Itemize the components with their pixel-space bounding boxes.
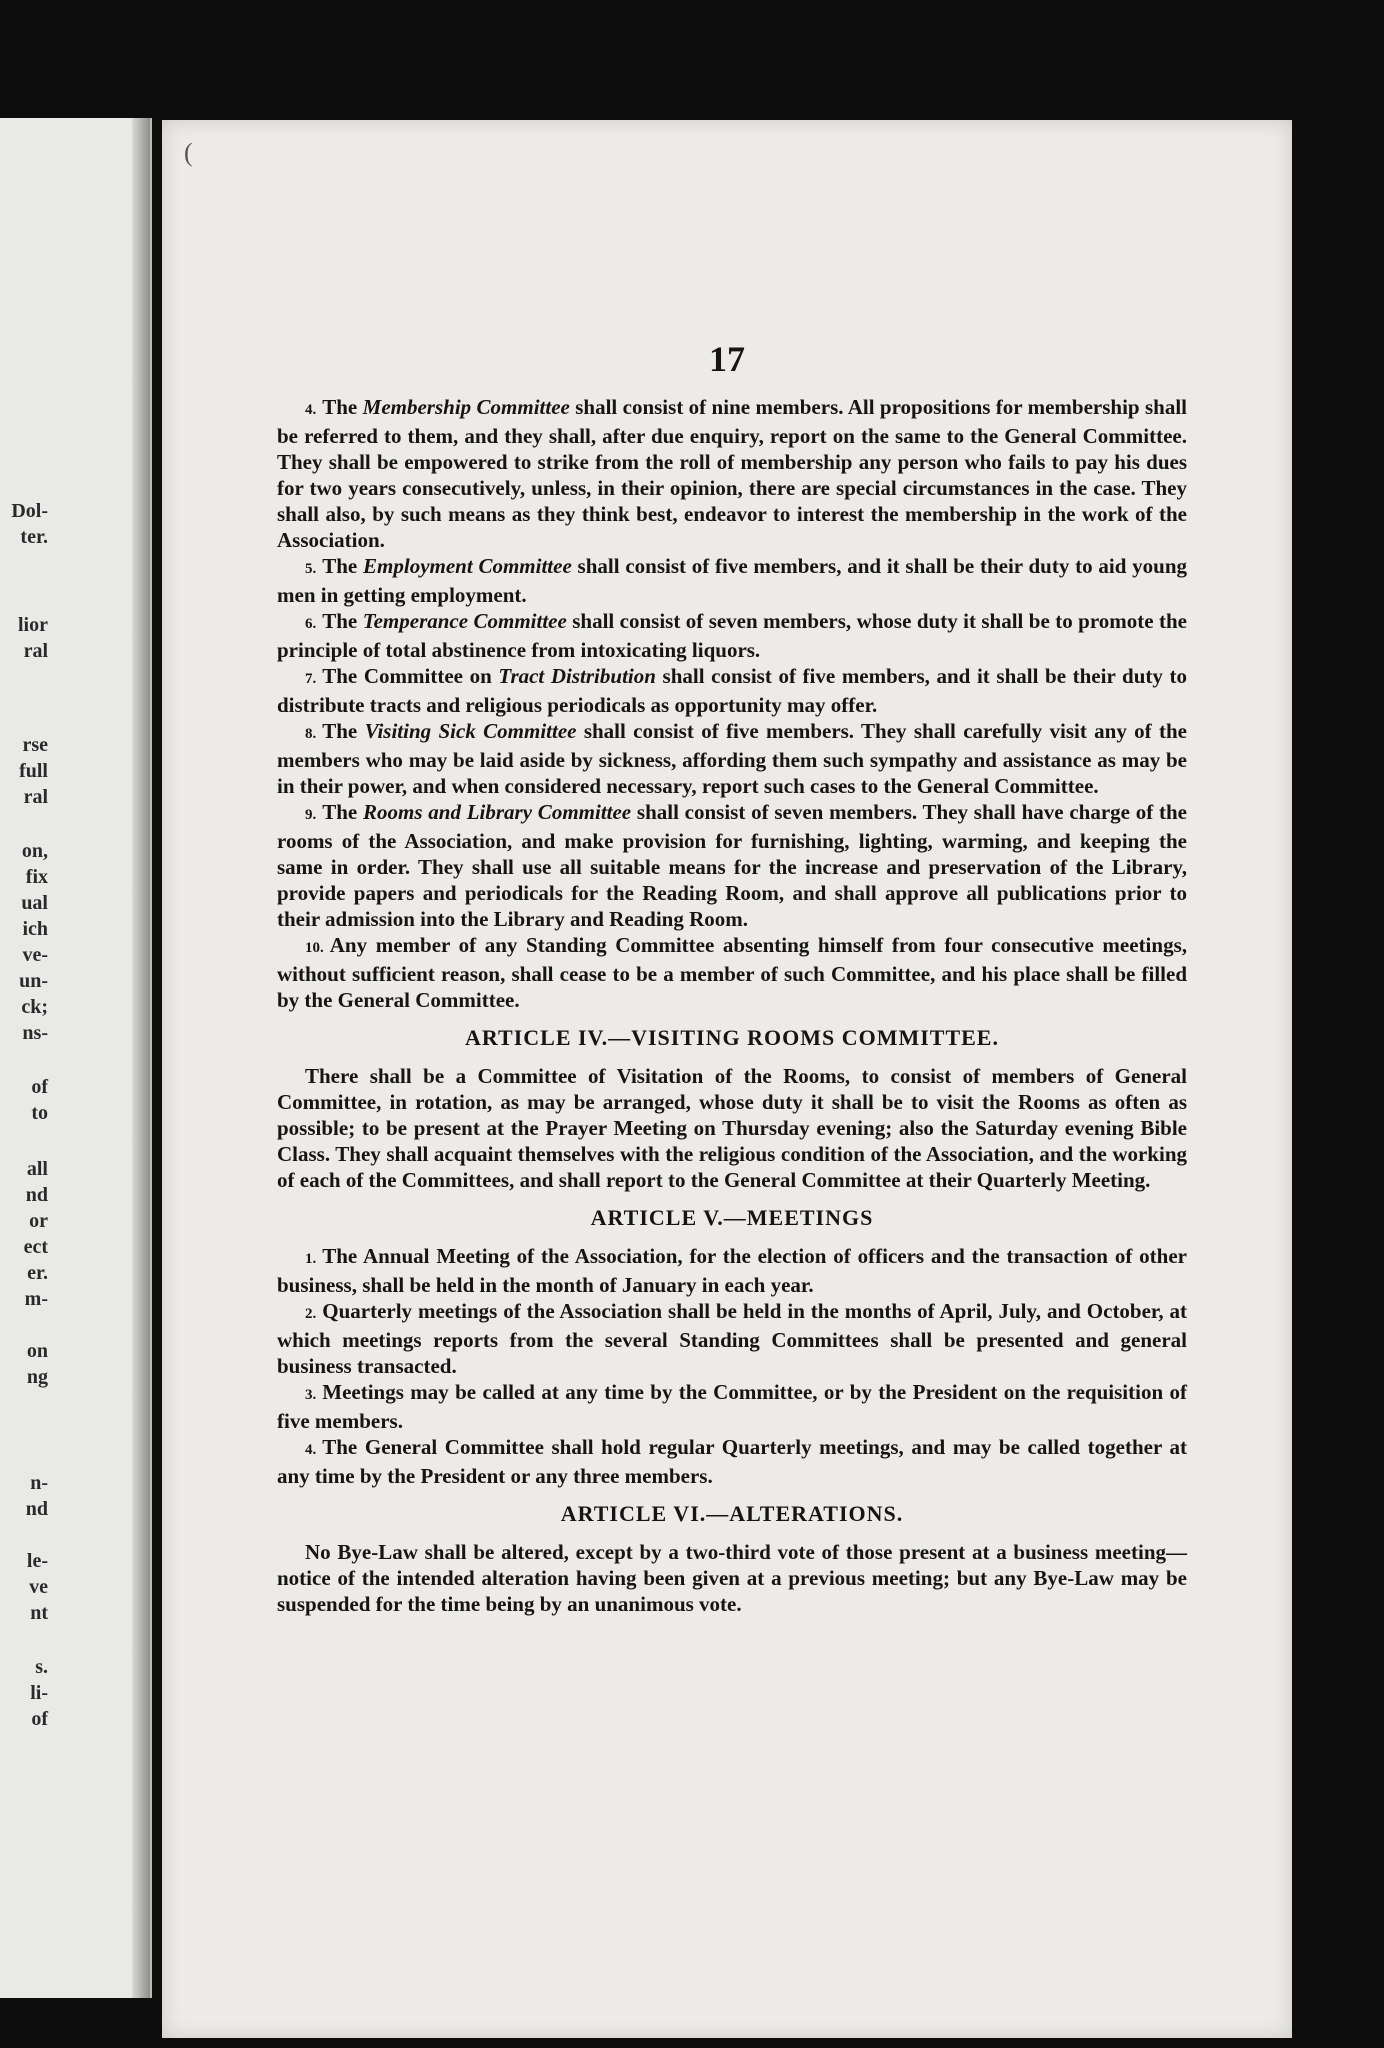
paragraph-number: 8.	[305, 726, 317, 742]
left-page-fragment-line: ral	[23, 640, 48, 662]
left-page-fragment-line: lior	[18, 614, 48, 636]
left-page-fragment-line: li-	[30, 1682, 48, 1704]
page-number: 17	[709, 339, 745, 379]
left-page-fragment-line: Dol-	[11, 500, 48, 522]
rule-text: Meetings may be called at any time by the Committee, or by the President on the requisition of five members.	[277, 1380, 1187, 1433]
left-page-fragment-line: nd	[25, 1184, 48, 1206]
paragraph-text: shall consist of seven members. They shall have charge of the rooms of the Association, and make provision for furnishing, lighting, warming, and keeping the same in order. They shall use all suitable means for the increase and preservation of the Library, provide papers and periodicals for the Reading Room, and shall approve all publications prior to their admission into the Library and Reading Room.	[277, 800, 1187, 931]
committee-paragraph	[277, 608, 1187, 663]
left-page-fragment-line: ich	[22, 918, 48, 940]
committee-name: Rooms and Library Committee	[363, 800, 632, 824]
committee-paragraph	[277, 718, 1187, 799]
paragraph-lead: The	[322, 554, 364, 578]
paragraph-lead: The	[322, 719, 365, 743]
meeting-rule	[277, 1379, 1187, 1434]
article-iv-text: There shall be a Committee of Visitation of the Rooms, to consist of members of General Committee, in rotation, as may be arranged, whose duty it shall be to visit the Rooms as often as possible; to be present at the Prayer Meeting on Thursday evening; also the Saturday evening Bible Class. They shall acquaint themselves with the religious condition of the Association, and the working of each of the Committees, and shall report to the General Committee at their Quarterly Meeting.	[277, 1064, 1187, 1192]
article-iv-heading: ARTICLE IV.—VISITING ROOMS COMMITTEE.	[465, 1025, 999, 1050]
rule-number: 4.	[305, 1442, 317, 1458]
rule-text: The Annual Meeting of the Association, for the election of officers and the transaction of other business, shall be held in the month of January in each year.	[277, 1244, 1187, 1297]
left-page-fragment-line: all	[26, 1158, 48, 1180]
page-gutter-shadow	[132, 118, 150, 1998]
article-v-heading: ARTICLE V.—MEETINGS	[590, 1205, 874, 1230]
committee-name: Visiting Sick Committee	[364, 719, 577, 743]
committee-name: Membership Committee	[362, 395, 570, 419]
left-page-fragment-line: un-	[19, 970, 48, 992]
left-page-fragment-line: ual	[21, 892, 48, 914]
committee-paragraphs	[277, 394, 1187, 1013]
committee-paragraph	[277, 394, 1187, 553]
committee-paragraph	[277, 799, 1187, 932]
rule-text: The General Committee shall hold regular Quarterly meetings, and may be called together at any time by the President or any three members.	[277, 1435, 1187, 1488]
committee-name: Tract Distribution	[498, 664, 656, 688]
article-v-items	[277, 1243, 1187, 1489]
paragraph-number: 4.	[305, 402, 317, 418]
committee-name: Employment Committee	[363, 554, 572, 578]
paragraph-lead: The	[322, 609, 363, 633]
left-page-fragment-line: or	[29, 1210, 48, 1232]
left-page-fragment-line: ng	[26, 1366, 48, 1388]
committee-name: Temperance Committee	[362, 609, 567, 633]
rule-number: 2.	[305, 1306, 317, 1322]
margin-mark: (	[184, 138, 193, 167]
left-page-fragment-line: ns-	[22, 1022, 48, 1044]
left-page-fragment	[0, 118, 152, 1998]
left-page-fragment-line: nd	[25, 1498, 48, 1520]
meeting-rule	[277, 1298, 1187, 1379]
left-page-fragment-line: er.	[27, 1262, 48, 1284]
paragraph-number: 9.	[305, 807, 317, 823]
paragraph-number: 7.	[305, 671, 317, 687]
paragraph-text: shall consist of nine members. All propositions for membership shall be referred to them, and they shall, after due enquiry, report on the same to the General Committee. They shall be empowered to strike from the roll of membership any person who fails to pay his dues for two years consecutively, unless, in their opinion, there are special circumstances in the case. They shall also, by such means as they think best, endeavor to interest the membership in the work of the Association.	[277, 395, 1187, 552]
paragraph-text: Any member of any Standing Committee absenting himself from four consecutive meetings, without sufficient reason, shall cease to be a member of such Committee, and his place shall be filled by the General Committee.	[277, 933, 1187, 1012]
book-page	[162, 120, 1292, 2038]
left-page-fragment-line: nt	[30, 1602, 48, 1624]
left-page-fragment-line: to	[31, 1102, 48, 1124]
meeting-rule	[277, 1243, 1187, 1298]
left-page-fragment-line: on	[26, 1340, 48, 1362]
left-page-fragment-line: s.	[35, 1656, 48, 1678]
committee-paragraph	[277, 932, 1187, 1013]
left-page-fragment-line: full	[19, 760, 48, 782]
left-page-fragment-line: n-	[30, 1472, 48, 1494]
paragraph-text: shall consist of seven members, whose duty it shall be to promote the principle of total abstinence from intoxicating liquors.	[277, 609, 1187, 662]
left-page-fragment-line: ral	[23, 786, 48, 808]
paragraph-text: shall consist of five members, and it shall be their duty to aid young men in getting employment.	[277, 554, 1187, 607]
committee-paragraph	[277, 553, 1187, 608]
left-page-fragment-line: ve-	[22, 944, 48, 966]
paragraph-lead: The	[322, 395, 363, 419]
left-page-fragment-line: of	[31, 1076, 48, 1098]
page-body	[277, 394, 1187, 1617]
paragraph-text: shall consist of five members. They shall carefully visit any of the members who may be laid aside by sickness, affording them such sympathy and assistance as may be in their power, and when considered necessary, report such cases to the General Committee.	[277, 719, 1187, 798]
paragraph-number: 5.	[305, 561, 317, 577]
article-vi-text: No Bye-Law shall be altered, except by a two-third vote of those present at a business meeting—notice of the intended alteration having been given at a previous meeting; but any Bye-Law may be suspended for the time being by an unanimous vote.	[277, 1540, 1187, 1616]
committee-paragraph	[277, 663, 1187, 718]
left-page-fragment-line: on,	[21, 840, 48, 862]
rule-number: 1.	[305, 1251, 317, 1267]
left-page-fragment-line: of	[31, 1708, 48, 1730]
paragraph-text: shall consist of five members, and it shall be their duty to distribute tracts and religious periodicals as opportunity may offer.	[277, 664, 1187, 717]
left-page-fragment-line: ve	[29, 1576, 48, 1598]
left-page-fragment-line: ck;	[21, 996, 48, 1018]
meeting-rule	[277, 1434, 1187, 1489]
left-page-fragment-line: le-	[26, 1550, 48, 1572]
article-vi-heading: ARTICLE VI.—ALTERATIONS.	[560, 1501, 904, 1526]
paragraph-number: 6.	[305, 616, 317, 632]
rule-number: 3.	[305, 1387, 317, 1403]
left-page-fragment-line: ter.	[20, 526, 48, 548]
left-page-fragment-line: rse	[22, 734, 48, 756]
rule-text: Quarterly meetings of the Association shall be held in the months of April, July, and October, at which meetings reports from the several Standing Committees shall be presented and general business transacted.	[277, 1299, 1187, 1378]
paragraph-lead: The Committee on	[322, 664, 499, 688]
left-page-fragment-line: ect	[23, 1236, 48, 1258]
left-page-fragment-line: m-	[24, 1288, 48, 1310]
paragraph-number: 10.	[305, 940, 324, 956]
left-page-fragment-line: fix	[25, 866, 48, 888]
paragraph-lead: The	[322, 800, 364, 824]
